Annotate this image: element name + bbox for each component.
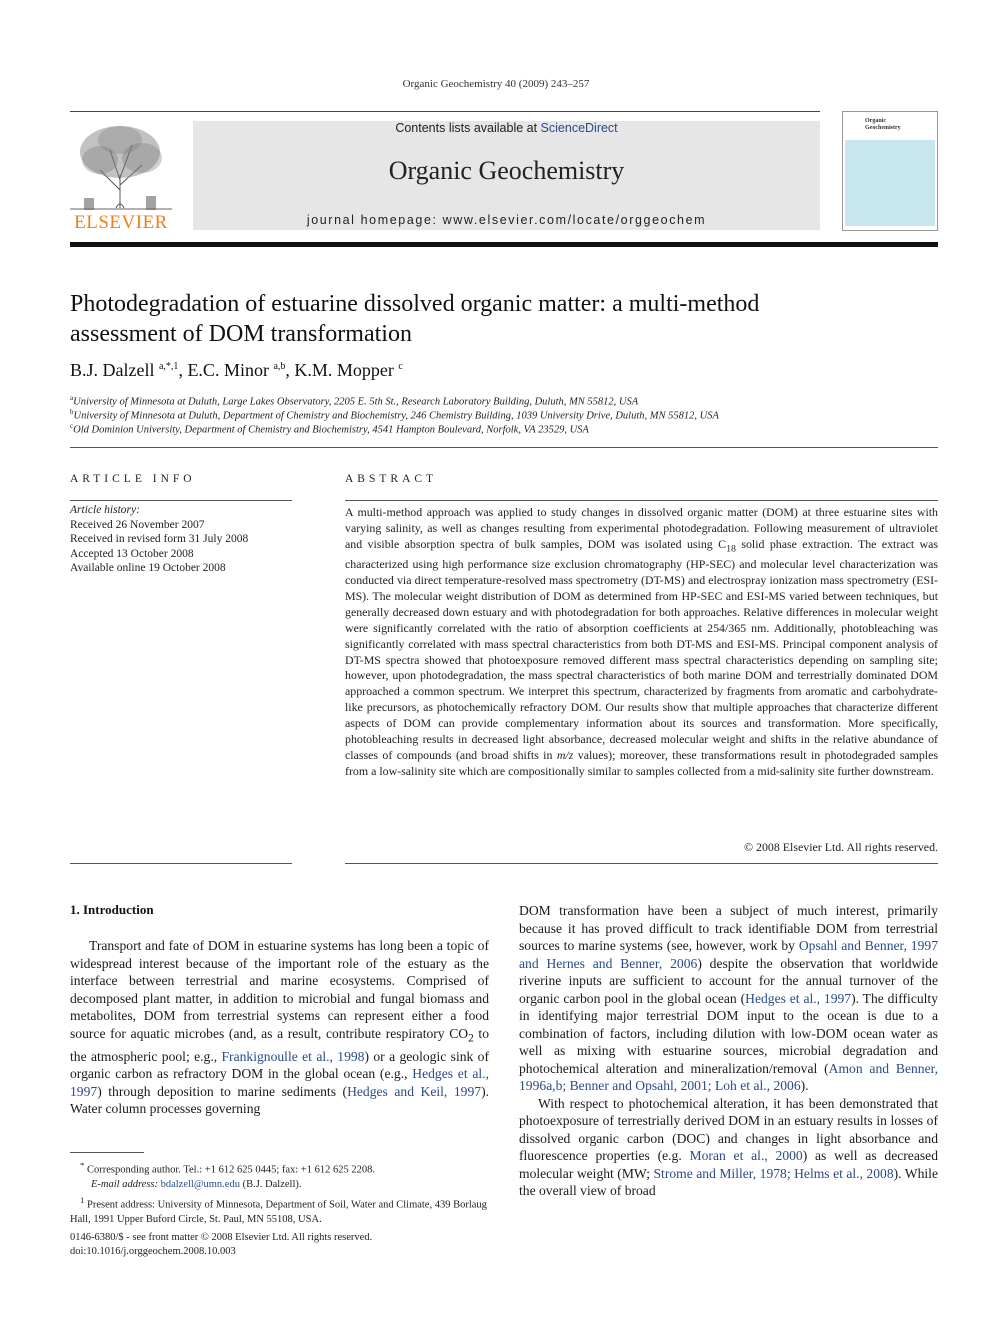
author-name: B.J. Dalzell	[70, 360, 155, 380]
abstract-heading: ABSTRACT	[345, 473, 438, 485]
section-heading-introduction: 1. Introduction	[70, 902, 154, 917]
citation-link[interactable]: Hedges et al., 1997	[70, 1066, 489, 1099]
body-column-right	[519, 902, 938, 1200]
footnote-rule	[70, 1152, 144, 1153]
contents-availability	[193, 121, 820, 135]
author-name: K.M. Mopper	[294, 360, 394, 380]
article-history-label: Article history:	[70, 504, 140, 516]
citation-link[interactable]: Hedges and Keil, 1997	[347, 1083, 482, 1099]
author-list: B.J. Dalzell $^{a,*,1}$, E.C. Minor $^{a,b}$, K.M. Mopper $^c$	[70, 360, 403, 380]
journal-cover-thumbnail	[842, 111, 938, 231]
abstract-rule	[345, 500, 938, 501]
email-link[interactable]: bdalzell@umn.edu	[160, 1179, 240, 1190]
affiliation: $^c$Old Dominion University, Department of Chemistry and Biochemistry, 4541 Hampton Boulevard, Norfolk, VA 23529, USA	[70, 422, 589, 436]
journal-name: Organic Geochemistry	[388, 156, 625, 185]
article-title: Photodegradation of estuarine dissolved organic matter: a multi-method assessment of DOM transformation	[70, 291, 760, 347]
body-paragraph: DOM transformation have been a subject of much interest, primarily because it has proved difficult to track identifiable DOM from terrestrial sources to marine systems (see, however, work by Opsahl and Benner, 1997 and Hernes and Benner, 2006) despite the observation that worldwide riverine inputs are sufficient to account for the annual turnover of the organic carbon pool in the global ocean (Hedges et al., 1997). The difficulty in identifying major terrestrial DOM input to the ocean is due to a combination of factors, including dilution with low-DOM ocean water as well as mixing with estuarine sources, microbial degradation and photochemical alteration and mineralization/removal (Amon and Benner, 1996a,b; Benner and Opsahl, 2001; Loh et al., 2006).	[519, 903, 938, 1093]
citation-link[interactable]: Opsahl and Benner, 1997 and Hernes and Benner, 2006	[519, 938, 938, 971]
author-affiliation-mark[interactable]: a,*,1	[158, 361, 179, 372]
article-info-bottom-rule	[70, 863, 292, 864]
elsevier-wordmark: ELSEVIER	[74, 212, 168, 233]
citation-link[interactable]: Amon and Benner, 1996a,b; Benner and Opsahl, 2001; Loh et al., 2006	[519, 1060, 938, 1093]
history-item: Accepted 13 October 2008	[70, 547, 194, 560]
affiliation-rule	[70, 447, 938, 448]
footnotes	[70, 1158, 489, 1227]
sciencedirect-link[interactable]: ScienceDirect	[540, 121, 618, 135]
citation-link[interactable]: Frankignoulle et al., 1998	[221, 1048, 365, 1064]
body-column-left	[70, 937, 489, 1118]
body-paragraph: With respect to photochemical alteration, it has been demonstrated that photoexposure of terrestrially derived DOM in an estuary results in losses of dissolved organic carbon (DOC) and changes in light absorbance and fluorescence properties (e.g. Moran et al., 2000) as well as decreased molecular weight (MW; Strome and Miller, 1978; Helms et al., 2008). While the overall view of broad	[519, 1095, 938, 1198]
affiliation: $^b$University of Minnesota at Duluth, Department of Chemistry and Biochemistry, 246 Chemistry Building, 1039 University Drive, Duluth, MN 55812, USA	[70, 408, 719, 422]
body-paragraph: Transport and fate of DOM in estuarine systems has long been a topic of widespread interest because of the important role of the estuary as the interface between terrestrial and marine ecosystems. Comprised of decomposed plant matter, in addition to microbial and fungal biomass and metabolites, DOM from terrestrial systems can represent either a food source for aquatic microbes (and, as a result, contribute respiratory $CO_2$ to the atmospheric pool; e.g., Frankignoulle et al., 1998) or a geologic sink of organic carbon as refractory DOM in the global ocean (e.g., Hedges et al., 1997) through deposition to marine sediments (Hedges and Keil, 1997). Water column processes governing	[70, 938, 490, 1117]
citation-link[interactable]: Moran et al., 2000	[689, 1148, 803, 1163]
abstract-bottom-rule	[345, 863, 938, 864]
article-history	[70, 503, 292, 576]
doi-line[interactable]: doi:10.1016/j.orggeochem.2008.10.003	[70, 1246, 236, 1257]
issn-line: 0146-6380/$ - see front matter © 2008 Elsevier Ltd. All rights reserved.	[70, 1232, 373, 1243]
contents-prefix: Contents lists available at	[395, 121, 541, 135]
citation-link[interactable]: Hedges et al., 1997	[745, 990, 852, 1006]
header-thick-rule	[70, 242, 938, 247]
abstract-text: A multi-method approach was applied to study changes in dissolved organic matter (DOM) at three estuarine sites with varying salinity, as well as changes resulting from experimental photodegradation. Following measurement of ultraviolet and visible absorption spectra of bulk samples, DOM was isolated using $C_{18}$ solid phase extraction. The extract was characterized using high performance size exclusion chromatography (HP-SEC) and molecular level characterization was conducted via direct temperature-resolved mass spectrometry (DT-MS) and electrospray ionization mass spectrometry (ESI-MS). The molecular weight distribution of DOM as determined from HP-SEC and ESI-MS varied between techniques, but generally decreased down estuary and with photodegradation for both approaches. Relative differences in molecular weight were significantly correlated with the ratio of absorption coefficients at 254/365 nm. Additionally, photobleaching was significantly correlated with mass spectral characteristics from both DT-MS and ESI-MS. Principal component analysis of DT-MS spectra showed that photoexposure removed different mass spectral characteristics depending on sampling site; however, upon photodegradation, the mass spectral characteristics of both marine DOM and terrestrially dominated DOM approached a common spectrum. We interpret this spectrum, characterized by fragments from aromatic and carbohydrate-like precursors, as photochemically refractory DOM. Our results show that multiple approaches that characterize different aspects of DOM can provide complementary information about its sources and transformation. More specifically, photobleaching results in decreased light absorbance, decreased molecular weight and shifts in the relative abundance of classes of compounds (and broad shifts in m/z values); moreover, these transformations result in photodegraded samples from a low-salinity site which are compositionally similar to samples collected from a mid-salinity site further downstream.	[345, 505, 939, 778]
journal-homepage[interactable]: journal homepage: www.elsevier.com/locate/orggeochem	[306, 213, 707, 227]
footnote-present-address: $^1$ Present address: University of Minnesota, Department of Soil, Water and Climate, 439 Borlaug Hall, 1991 Upper Buford Circle, St. Paul, MN 55108, USA.	[70, 1194, 487, 1225]
page-footer	[70, 1231, 372, 1259]
history-item: Received in revised form 31 July 2008	[70, 533, 249, 545]
citation-link[interactable]: Strome and Miller, 1978; Helms et al., 2008	[653, 1165, 894, 1181]
affiliation: $^a$University of Minnesota at Duluth, Large Lakes Observatory, 2205 E. 5th St., Research Laboratory Building, Duluth, MN 55812, USA	[70, 394, 639, 408]
header-top-rule	[70, 111, 820, 112]
author-affiliation-mark[interactable]: c	[398, 361, 403, 372]
cover-title: Organic Geochemistry	[865, 118, 901, 131]
journal-reference: Organic Geochemistry 40 (2009) 243–257	[402, 78, 590, 90]
author-name: E.C. Minor	[187, 360, 269, 380]
footnote-corresponding: * Corresponding author. Tel.: +1 612 625 0445; fax: +1 612 625 2208.	[80, 1160, 375, 1176]
history-item: Received 26 November 2007	[70, 518, 205, 531]
author-affiliation-mark[interactable]: a,b	[273, 361, 286, 372]
article-info-heading: ARTICLE INFO	[70, 473, 196, 485]
history-item: Available online 19 October 2008	[70, 562, 226, 574]
abstract-copyright: © 2008 Elsevier Ltd. All rights reserved.	[744, 840, 938, 854]
article-info-rule	[70, 500, 292, 501]
footnote-email: E-mail address: bdalzell@umn.edu (B.J. Dalzell).	[91, 1179, 302, 1190]
